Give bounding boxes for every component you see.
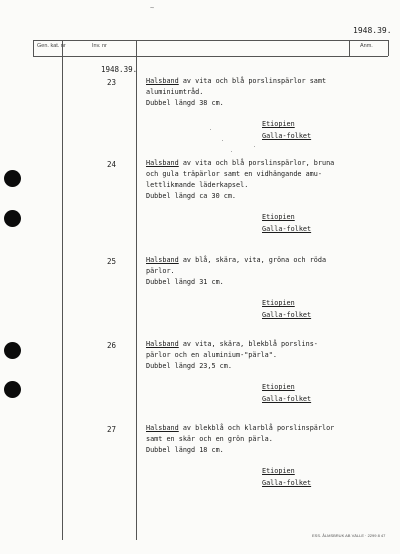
header-remarks: Anm. [360,43,373,49]
page-code: 1948.39. [353,26,392,35]
origin-people: Galla-folket [262,395,312,403]
header-bottom-rule [33,56,388,57]
description-text: av blekblå och klarblå porslinspärlor [182,424,335,432]
description-text: av vita, skära, blekblå porslins- [182,340,318,348]
description-text: av blå, skära, vita, gröna och röda [182,256,327,264]
origin-place: Etiopien [262,299,295,307]
header-catalog-no: Gen. kat. nr [37,43,66,49]
header-inventory-no: Inv. nr [92,43,107,49]
origin-place: Etiopien [262,467,295,475]
object-keyword: Halsband [146,159,179,167]
punch-hole [4,342,21,359]
paper-speck [210,129,211,130]
paper-speck [222,140,223,141]
description-line: lettlikmande läderkapsel. [146,181,249,189]
year-heading: 1948.39. [101,65,138,74]
inventory-number: 27 [107,425,117,434]
entry-description [146,255,386,288]
description-text: av vita och blå porslinspärlor samt [182,77,327,85]
entry-description [146,158,386,202]
origin-people: Galla-folket [262,479,312,487]
inventory-number: 23 [107,78,117,87]
measurement: Dubbel längd ca 30 cm. [146,192,237,200]
inventory-number: 26 [107,341,117,350]
left-border [33,40,34,56]
description-line [146,76,386,87]
entry-description [146,339,386,372]
printer-note: ESS. ÅLMSBRUK AB VÄLLE · 2299 8 47 [312,533,386,538]
measurement: Dubbel längd 38 cm. [146,99,224,107]
inventory-number: 24 [107,160,117,169]
measurement: Dubbel längd 18 cm. [146,446,224,454]
description-line: pärlor. [146,267,175,275]
punch-hole [4,210,21,227]
column-divider [349,40,350,56]
paper-speck [231,151,232,152]
object-keyword: Halsband [146,256,179,264]
entry-description [146,423,386,456]
description-line: pärlor och en aluminium-"pärla". [146,351,277,359]
description-line [146,255,386,266]
column-divider [136,40,137,540]
header-top-rule [33,40,388,41]
entry-description [146,76,386,109]
top-mark: ~ [150,4,155,12]
column-divider [62,40,63,540]
description-line: samt en skär och en grön pärla. [146,435,273,443]
measurement: Dubbel längd 31 cm. [146,278,224,286]
origin-place: Etiopien [262,383,295,391]
description-text: av vita och blå porslinspärlor, bruna [182,159,335,167]
inventory-number: 25 [107,257,117,266]
origin-people: Galla-folket [262,225,312,233]
object-keyword: Halsband [146,424,179,432]
object-keyword: Halsband [146,340,179,348]
description-line [146,158,386,169]
punch-hole [4,170,21,187]
paper-speck [254,146,255,147]
description-line: aluminiumtråd. [146,88,204,96]
origin-place: Etiopien [262,120,295,128]
object-keyword: Halsband [146,77,179,85]
description-line [146,339,386,350]
origin-people: Galla-folket [262,311,312,319]
description-line [146,423,386,434]
right-border [388,40,389,56]
description-line: och gula träpärlor samt en vidhängande amu- [146,170,322,178]
punch-hole [4,381,21,398]
origin-people: Galla-folket [262,132,312,140]
origin-place: Etiopien [262,213,295,221]
measurement: Dubbel längd 23,5 cm. [146,362,232,370]
